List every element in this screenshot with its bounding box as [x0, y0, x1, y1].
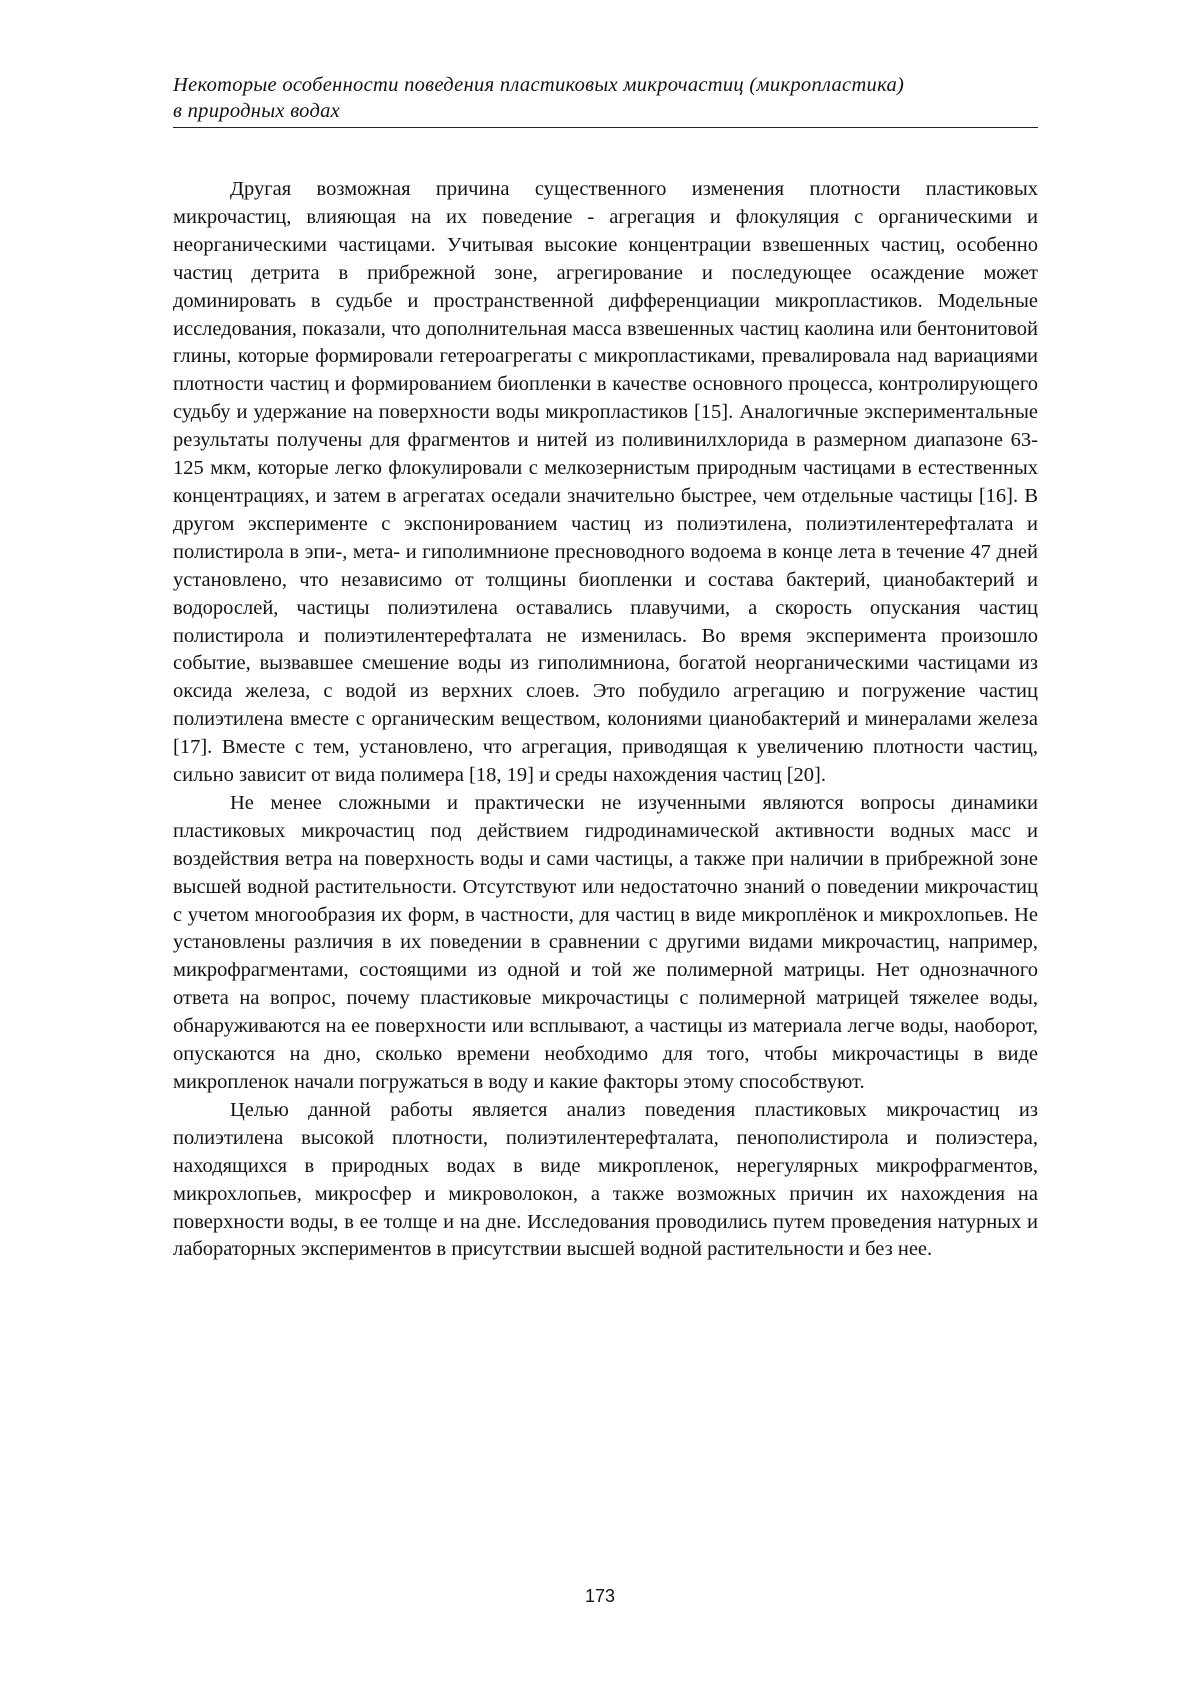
page-number: 173: [584, 1586, 616, 1606]
running-header-line-2: в природных водах: [173, 100, 341, 122]
body-text: [173, 176, 1038, 1264]
paragraph-dynamics: Не менее сложными и практически не изученными являются вопросы динамики пластиковых микрочастиц под действием гидродинамической активности водных масс и воздействия ветра на поверхность воды и сами частицы, а также при наличии в прибрежной зоне высшей водной растительности. Отсутствуют или недостаточно знаний о поведении микрочастиц с учетом многообразия их форм, в частности, для частиц в виде микроплёнок и микрохлопьев. Не установлены различия в их поведении в сравнении с другими видами микрочастиц, например, микрофрагментами, состоящими из одной и той же полимерной матрицы. Нет однозначного ответа на вопрос, почему пластиковые микрочастицы с полимерной матрицей тяжелее воды, обнаруживаются на ее поверхности или всплывают, а частицы из материала легче воды, наоборот, опускаются на дно, сколько времени необходимо для того, чтобы микрочастицы в виде микропленок начали погружаться в воду и какие факторы этому способствуют.: [173, 791, 1038, 1093]
running-header: [173, 72, 1038, 128]
paragraph-aggregation: Другая возможная причина существенного изменения плотности пластиковых микрочастиц, влияющая на их поведение - агрегация и флокуляция с органическими и неорганическими частицами. Учитывая высокие концентрации взвешенных частиц, особенно частиц детрита в прибрежной зоне, агрегирование и последующее осаждение может доминировать в судьбе и пространственной дифференциации микропластиков. Модельные исследования, показали, что дополнительная масса взвешенных частиц каолина или бентонитовой глины, которые формировали гетероагрегаты с микропластиками, превалировала над вариациями плотности частиц и формированием биопленки в качестве основного процесса, контролирующего судьбу и удержание на поверхности воды микропластиков [15]. Аналогичные экспериментальные результаты получены для фрагментов и нитей из поливинилхлорида в размерном диапазоне 63-125 мкм, которые легко флокулировали с мелкозернистым природным частицами в естественных концентрациях, и затем в агрегатах оседали значительно быстрее, чем отдельные частицы [16]. В другом эксперименте с экспонированием частиц из полиэтилена, полиэтилентерефталата и полистирола в эпи-, мета- и гиполимнионе пресноводного водоема в конце лета в течение 47 дней установлено, что независимо от толщины биопленки и состава бактерий, цианобактерий и водорослей, частицы полиэтилена оставались плавучими, а скорость опускания частиц полистирола и полиэтилентерефталата не изменилась. Во время эксперимента произошло событие, вызвавшее смешение воды из гиполимниона, богатой неорганическими частицами из оксида железа, с водой из верхних слоев. Это побудило агрегацию и погружение частиц полиэтилена вместе с органическим веществом, колониями цианобактерий и минералами железа [17]. Вместе с тем, установлено, что агрегация, приводящая к увеличению плотности частиц, сильно зависит от вида полимера [18, 19] и среды нахождения частиц [20].: [173, 178, 1038, 787]
paragraph-objective: Целью данной работы является анализ поведения пластиковых микрочастиц из полиэтилена высокой плотности, полиэтилентерефталата, пенополистирола и полиэстера, находящихся в природных водах в виде микропленок, нерегулярных микрофрагментов, микрохлопьев, микросфер и микроволокон, а также возможных причин их нахождения на поверхности воды, в ее толще и на дне. Исследования проводились путем проведения натурных и лабораторных экспериментов в присутствии высшей водной растительности и без нее.: [173, 1098, 1038, 1261]
running-header-line-1: Некоторые особенности поведения пластиковых микрочастиц (микропластика): [173, 74, 905, 96]
